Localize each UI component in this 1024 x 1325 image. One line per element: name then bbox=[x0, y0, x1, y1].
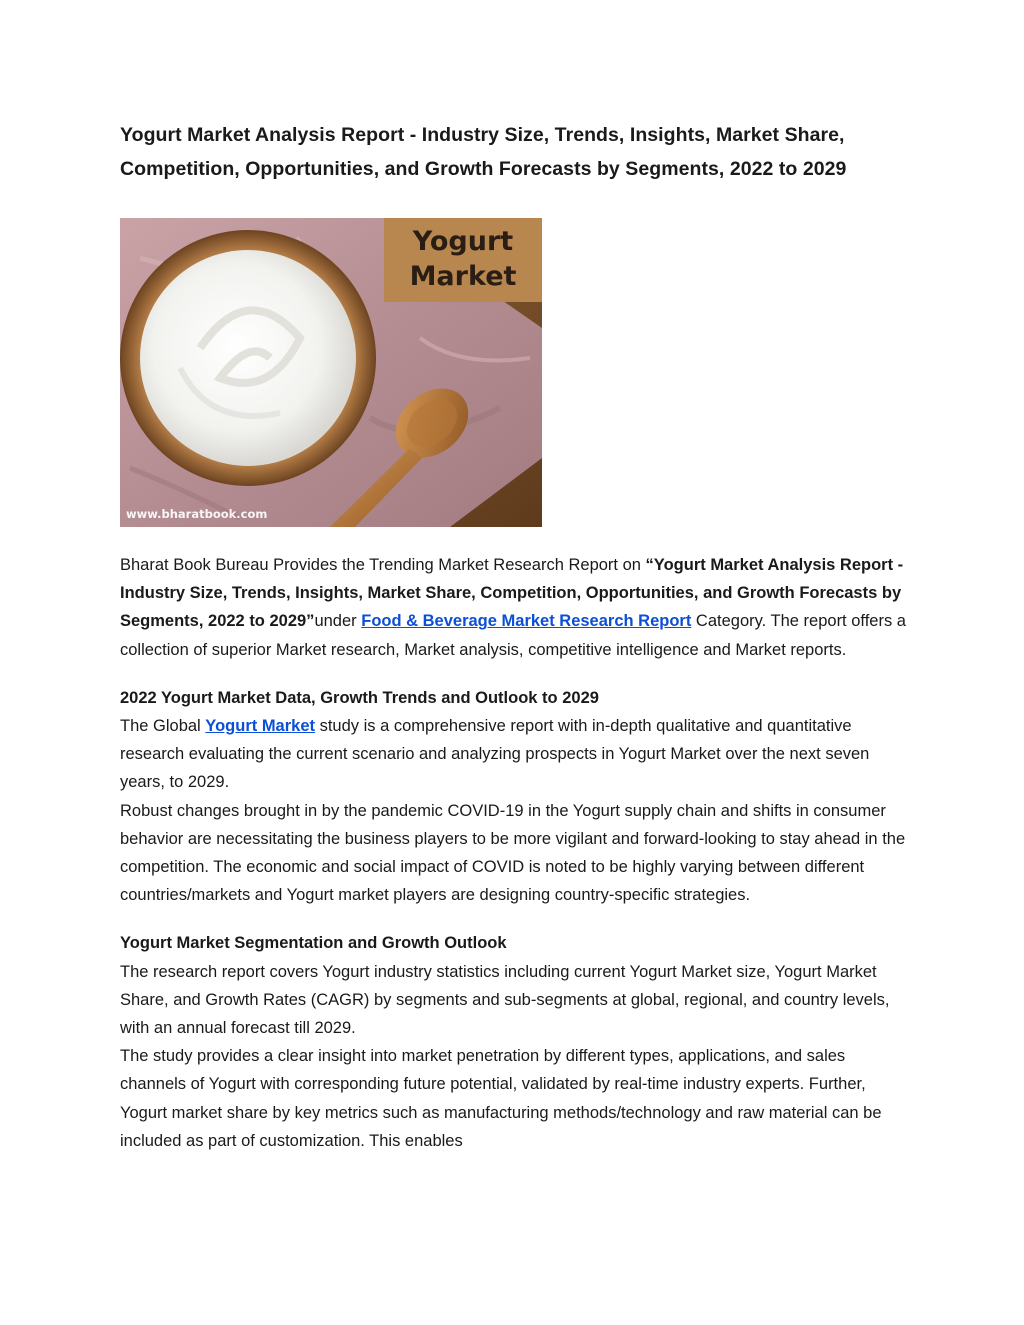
section1-text-after: study is a comprehensive report with in-depth qualitative and quantitative research evaluating the current scenario and analyzing prospects in Yogurt Market over the next seven years, to 2029. bbox=[120, 717, 870, 792]
hero-watermark: www.bharatbook.com bbox=[126, 507, 268, 521]
yogurt-market-link[interactable]: Yogurt Market bbox=[205, 717, 316, 736]
category-link[interactable]: Food & Beverage Market Research Report bbox=[361, 612, 692, 631]
intro-text-before: Bharat Book Bureau Provides the Trending Market Research Report on bbox=[120, 556, 646, 574]
document-title-line-2: Competition, Opportunities, and Growth Forecasts by Segments, 2022 to 2029 bbox=[120, 158, 847, 180]
document-title bbox=[120, 118, 910, 186]
section-segmentation bbox=[120, 929, 910, 1155]
hero-label-text bbox=[384, 224, 542, 294]
section-segmentation-paragraph-2: The study provides a clear insight into market penetration by different types, applications, and sales channels of Yogurt with corresponding future potential, validated by real-time industry experts. Further, Yogurt market share by key metrics such as manufacturing methods/technology and raw material can be included as part of customization. This enables bbox=[120, 1047, 882, 1150]
document-page bbox=[120, 118, 910, 1155]
hero-label-line-1: Yogurt bbox=[412, 226, 514, 257]
section-market-data bbox=[120, 684, 910, 910]
hero-label-line-2: Market bbox=[409, 261, 517, 292]
intro-paragraph bbox=[120, 551, 910, 664]
yogurt-market-hero-image bbox=[120, 218, 542, 527]
section-market-data-paragraph-2: Robust changes brought in by the pandemic COVID-19 in the Yogurt supply chain and shifts in consumer behavior are necessitating the business players to be more vigilant and forward-looking to stay ahead in the competition. The economic and social impact of COVID is noted to be highly varying between different countries/markets and Yogurt market players are designing country-specific strategies. bbox=[120, 801, 906, 905]
document-title-line-1: Yogurt Market Analysis Report - Industry Size, Trends, Insights, Market Share, bbox=[120, 124, 845, 146]
intro-report-title: “Yogurt Market Analysis Report - Industry Size, Trends, Insights, Market Share, Competition, Opportunities, and Growth Forecasts by Segments, 2022 to 2029” bbox=[120, 556, 904, 631]
intro-text-after: Category. The report offers a collection of superior Market research, Market analysis, competitive intelligence and Market reports. bbox=[120, 612, 906, 659]
section1-text-before: The Global bbox=[120, 717, 206, 736]
section-market-data-heading: 2022 Yogurt Market Data, Growth Trends and Outlook to 2029 bbox=[120, 688, 599, 707]
section-market-data-paragraph-1 bbox=[120, 712, 910, 797]
section-segmentation-paragraph-1: The research report covers Yogurt industry statistics including current Yogurt Market size, Yogurt Market Share, and Growth Rates (CAGR) by segments and sub-segments at global, regional, and country levels, with an annual forecast till 2029. bbox=[120, 962, 890, 1038]
intro-text-under: under bbox=[314, 612, 362, 631]
section-segmentation-heading: Yogurt Market Segmentation and Growth Outlook bbox=[120, 934, 507, 953]
